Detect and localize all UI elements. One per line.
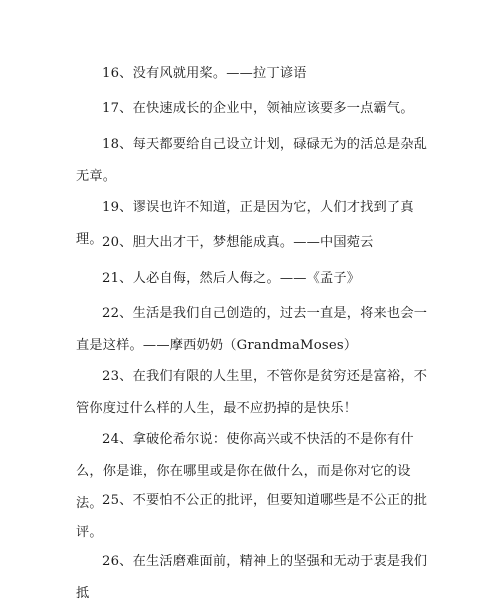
quote-20: 20、胆大出才干，梦想能成真。——中国菀云	[102, 235, 374, 250]
quote-26: 26、在生活磨难面前，精神上的坚强和无动于衷是我们抵	[76, 554, 428, 601]
quote-16: 16、没有风就用桨。——拉丁谚语	[102, 66, 307, 81]
quote-19: 19、谬误也许不知道，正是因为它，人们才找到了真理。	[76, 200, 414, 247]
quote-22: 22、生活是我们自己创造的，过去一直是，将来也会一直是这样。——摩西奶奶（GrandmaMoses）	[76, 306, 428, 353]
quote-24: 24、拿破伦希尔说：使你高兴或不快活的不是你有什么，你是谁，你在哪里或是你在做什么，而是你对它的设法。	[76, 432, 414, 511]
quote-17: 17、在快速成长的企业中，领袖应该要多一点霸气。	[102, 101, 414, 116]
quote-25: 25、不要怕不公正的批评，但要知道哪些是不公正的批评。	[76, 493, 428, 540]
quote-21: 21、人必自侮，然后人侮之。——《孟子》	[102, 271, 361, 286]
quote-18: 18、每天都要给自己设立计划，碌碌无为的活总是杂乱无章。	[76, 137, 428, 184]
quote-23: 23、在我们有限的人生里，不管你是贫穷还是富裕，不管你度过什么样的人生，最不应扔掉的是快乐！	[76, 369, 428, 416]
